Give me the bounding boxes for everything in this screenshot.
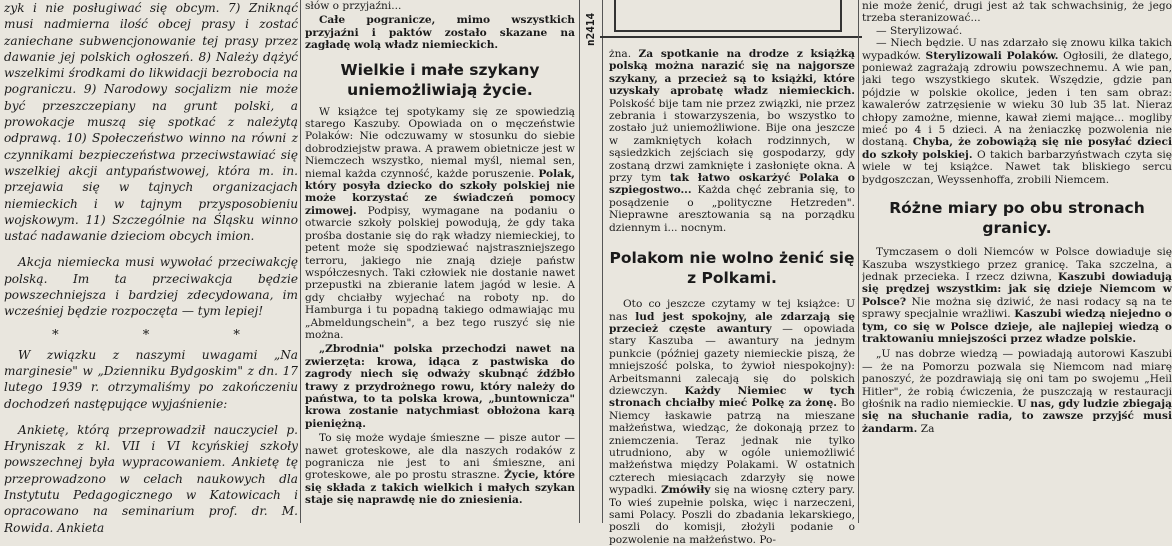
col1-paragraph-akcja: Akcja niemiecka musi wywołać przeciwakcję polską. Im ta przeciwakcja będzie powszechniejsza i bardziej zdecydowana, im wcześniej będzie rozpoczęta — tym lepiej! (4, 255, 298, 319)
column-4 (862, 0, 1172, 435)
col2-bold-lead: Całe pogranicze, mimo wszystkich przyjaźni i paktów zostało skazane na zagładę wolą władz niemieckich. (305, 14, 575, 52)
article-heading-rozne-miary: Różne miary po obu stronach granicy. (889, 199, 1145, 238)
col2-top-line: słów o przyjaźni... (305, 0, 402, 12)
col3-paragraph-1: żna. Za spotkanie na drodze z książką polską można narazić się na najgorsze szykany, a przecież są to książki, które uzyskały aprobatę władz niemieckich. Polskość bije tam nie przez związki, nie przez zebrania i stowarzyszenia, bo wszystko to zostało już uniemożliwione. Bije ona jeszcze w zamkniętych kołach rodzinnych, w sąsiedzkich zejściach się gospodarzy, gdy zostaną drzwi zamknięte i zasłonięte okna. A przy tym tak łatwo oskarżyć Polaka o szpiegostwo... Każda chęć zebrania się, to posądzenie o „polityczne Hetzreden". Nieprawne aresztowania są na porządku dziennym i... nocnym. (609, 48, 855, 234)
section-separator-stars: * * * (52, 327, 280, 343)
col1-paragraph-intro: W związku z naszymi uwagami „Na marginesie" w „Dzienniku Bydgoskim" z dn. 17 lutego 1939 r. otrzymaliśmy po zakończeniu dochodzeń następujące wyjaśnienie: (4, 347, 298, 411)
col2-paragraph-3: To się może wydaje śmieszne — pisze autor — nawet groteskowe, ale dla naszych rodaków z pogranicza nie jest to ani śmieszne, ani groteskowe, ale po prostu straszne. Życie, które się składa z takich wielkich i małych szykan staje się naprawdę nie do zniesienia. (305, 432, 575, 507)
column-rule (579, 0, 580, 523)
col1-paragraph-points: zyk i nie posługiwać się obcym. 7) Zniknąć musi nadmierna ilość obcej prasy i zostać zaniechane subwencjonowanie tej prasy przez dawanie jej polskich ogłoszeń. 8) Należy dążyć wszelkimi środkami do likwidacji bezrobocia na pograniczu. 9) Narodowy socjalizm nie może być przeszczepiany na grunt polski, a prowokacje muszą się spotkać z należytą odprawą. 10) Społeczeństwo winno na równi z czynnikami bezpieczeństwa przeciwstawiać się wszelkiej akcji antypaństwowej, która m. in. przejawia się w tajnych organizacjach niemieckich i w tajnym przysposobieniu wojskowym. 11) Szczególnie na Śląsku winno ustać nadawanie dzieciom obcych imion. (4, 1, 298, 244)
col4-paragraph-5: „U nas dobrze wiedzą — powiadają autorowi Kaszubi — że na Pomorzu pozwala się Niemcom nad miarę panoszyć, że pozdrawiają się oni tam po swojemu „Heil Hitler", że robią ćwiczenia, że puszczają w restauracji głośnik na radio niemieckie. U nas, gdy ludzie zbiegają się na słuchanie radia, to zawsze przyjść musi żandarm. Za (862, 348, 1172, 435)
col2-paragraph-1: W książce tej spotykamy się ze spowiedzią starego Kaszuby. Opowiada on o męczeństwie Polaków: Nie odczuwamy w stosunku do siebie dobrodziejstw prawa. A prawem obietnicze jest w Niemczech wszystko, niemal myśl, niemal sen, niemal każda czynność, każde poruszenie. Polak, który posyła dziecko do szkoły polskiej nie może korzystać ze świadczeń pomocy zimowej. Podpisy, wymagane na podaniu o otwarcie szkoły polskiej powodują, że gdy taka prośba dostanie się do rąk władzy niemieckiej, to petent może się spodziewać najstraszniejszego terroru, jakiego nie znają dzieje państw współczesnych. Taki człowiek nie dostanie nawet przepustki na zbieranie latem jagód w lesie. A gdy chciałby wyjechać na roboty np. do Hamburga i tu popadną takiego odmawiając mu „Abmeldungschein", a bez tego ruszyć się nie można. (305, 105, 575, 341)
column-rule (300, 0, 301, 523)
column-rule (858, 0, 859, 523)
column-rule (602, 0, 603, 523)
article-heading-polakom: Polakom nie wolno żenić się z Polkami. (609, 249, 855, 288)
col3-paragraph-2: Oto co jeszcze czytamy w tej książce: U nas lud jest spokojny, ale zdarzają się przecież częste awantury — opowiada stary Kaszuba — awantury na jednym punkcie (później gazety niemieckie piszą, że mniejszość polska, to żywioł niespokojny): Arbeitsmanni zalecają się do polskich dziewczyn. Każdy Niemiec w tych stronach chciałby mieć Polkę za żonę. Bo Niemcy łaskawie patrzą na mieszane małżeństwa, wiedząc, że dokonają przez to zniemczenia. Teraz jednak nie tylko utrudniono, aby w ogóle uniemożliwić małżeństwa między Polakami. W ostatnich czterech miesiącach zdarzyły się nowe wypadki. Zmówiły się na wiosnę cztery pary. To wieś zupełnie polska, więc i narzeczeni, sami Polacy. Poszli do zbadania lekarskiego, poszli do komisji, złożyli podanie o pozwolenie na małżeństwo. Po- (609, 298, 855, 546)
col4-paragraph-3: — Niech będzie. U nas zdarzało się znowu kilka takich wypadków. Sterylizowali Polaków. Ogłosili, że dlatego, ponieważ zagrażają zdrowiu powszechnemu. A wie pan, jaki tego wszystkiego skutek. Wszędzie, gdzie pan pójdzie w polskie okolice, jeden i ten sam obraz: kawalerów zatrzęsienie w wieku 30 lub 35 lat. Nieraz chłopy zamożne, mienne, kawał ziemi mające... mogliby mieć po 4 i 5 dzieci. A na żeniaczkę pozwolenia nie dostaną. Chyba, że zobowiążą się nie posyłać dzieci do szkoły polskiej. O takich barbarzyństwach czyta się wiele w tej książce. Nawet tak bliskiego sercu bydgoszczan, Weyssenhoffa, zrobili Niemcem. (862, 37, 1172, 186)
col4-paragraph-4: Tymczasem o doli Niemców w Polsce dowiaduje się Kaszuba wszystkiego przez granicę. Taka szczelna, a jednak przecieka. I rzecz dziwna, Kaszubi dowiadują się prędzej wszystkim: jak się dzieje Niemcom w Polsce? Nie można się dziwić, że nasi rodacy są na te sprawy specjalnie wrażliwi. Kaszubi wiedzą niejedno o tym, co się w Polsce dzieje, ale najlepiej wiedzą o traktowaniu mniejszości przez władze polskie. (862, 246, 1172, 345)
column-2 (305, 0, 575, 507)
vertical-code-label: n2414 (584, 12, 597, 46)
framed-box-top (600, 0, 862, 38)
col4-paragraph-2: — Sterylizować. (876, 24, 963, 37)
column-1 (4, 0, 298, 536)
col2-paragraph-zbrodnia: „Zbrodnia" polska przechodzi nawet na zwierzęta: krowa, idąca z pastwiska do zagrody niech się odważy skubnąć źdźbło trawy z przydrożnego rowu, który należy do państwa, to ta polska krowa, „buntownicza" krowa zostanie natychmiast obłożona karą pieniężną. (305, 343, 575, 430)
column-3 (609, 48, 855, 546)
col4-paragraph-1: nie może żenić, drugi jest aż tak schwachsinig, że jego trzeba steranizować... (862, 0, 1172, 25)
col1-paragraph-ankieta: Ankietę, którą przeprowadził nauczyciel p. Hryniszak z kl. VII i VI kcyńskiej szkoły powszechnej była wypracowaniem. Ankietę tę przeprowadzono w celach naukowych dla Instytutu Pedagogicznego w Katowicach i opracowano na seminarium prof. dr. M. Rowida. Ankieta (4, 422, 298, 535)
article-heading-szykany: Wielkie i małe szykany uniemożliwiają życie. (340, 60, 540, 99)
